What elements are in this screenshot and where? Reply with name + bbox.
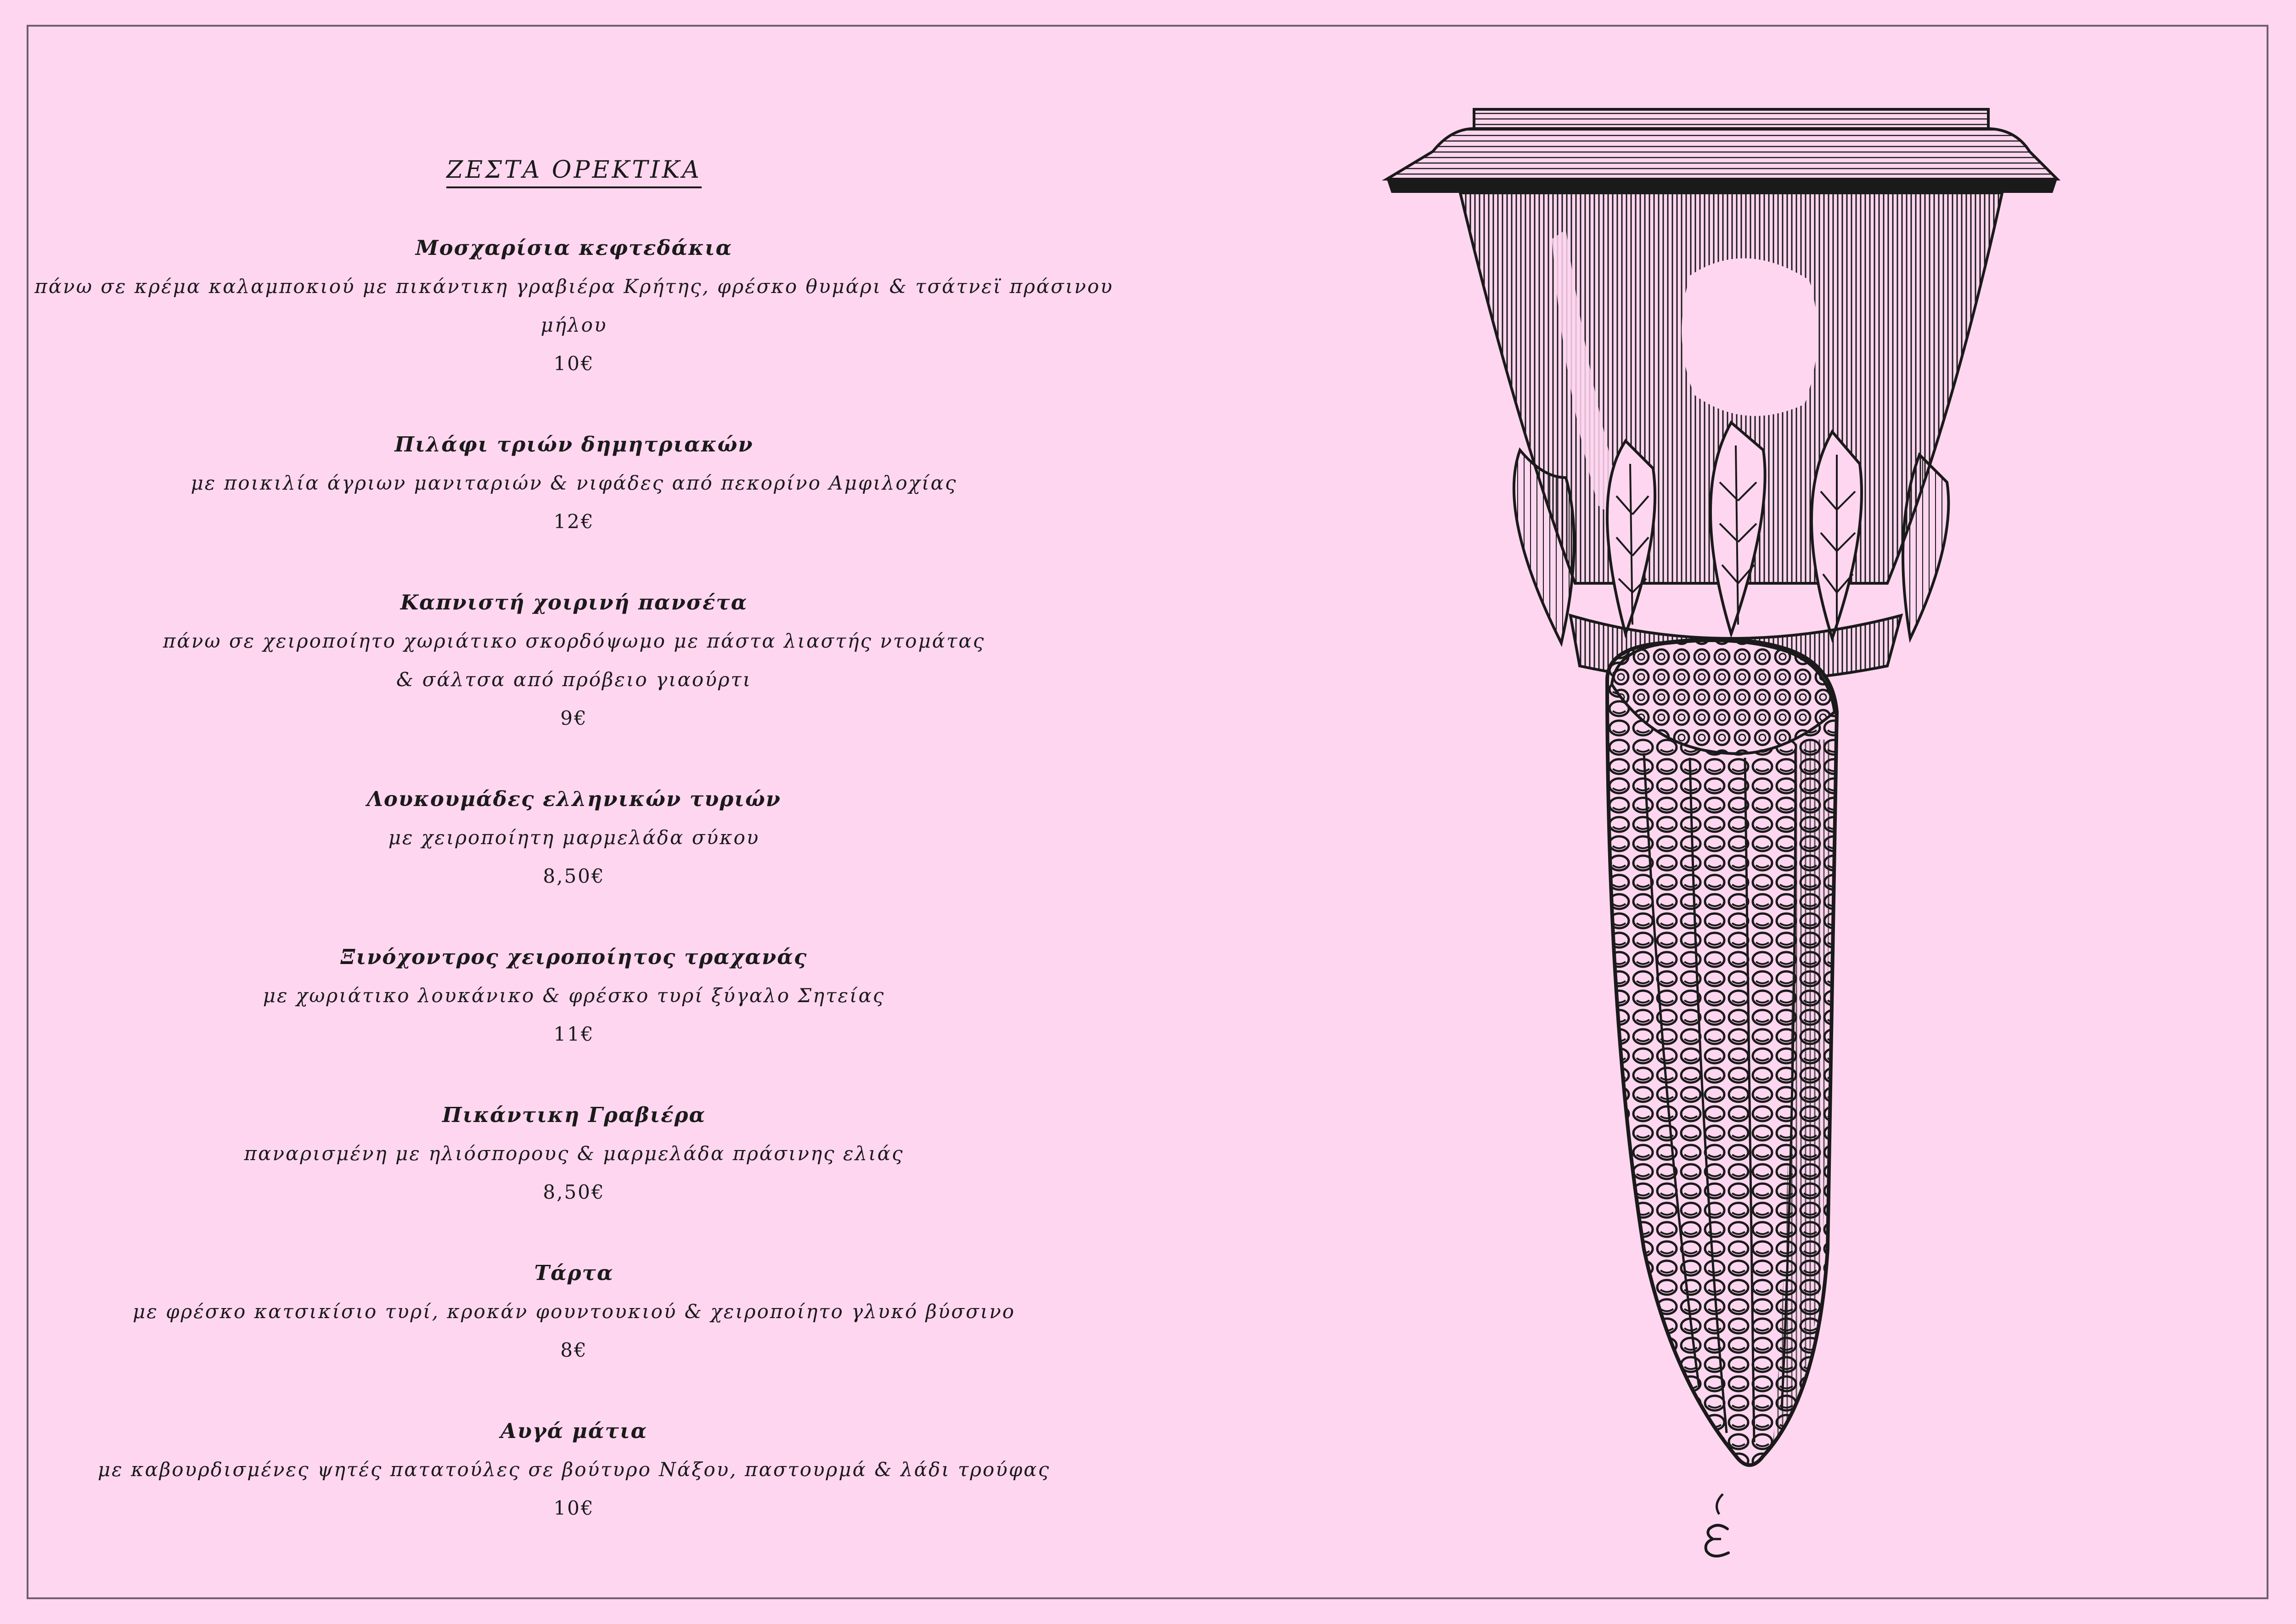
item-description: & σάλτσα από πρόβειο γιαούρτι (396, 668, 752, 691)
item-description: με φρέσκο κατσικίσιο τυρί, κροκάν φουντουκιού & χειροποίητο γλυκό βύσσινο (132, 1300, 1016, 1323)
item-name: Πικάντικη Γραβιέρα (442, 1103, 706, 1127)
menu-item (28, 1096, 1120, 1212)
item-price: 10€ (553, 1497, 595, 1519)
item-name: Καπνιστή χοιρινή πανσέτα (400, 590, 748, 615)
menu-item (28, 425, 1120, 541)
menu-items (28, 229, 1120, 1528)
item-price: 9€ (560, 707, 588, 729)
item-description: πάνω σε κρέμα καλαμποκιού με πικάντικη γραβιέρα Κρήτης, φρέσκο θυμάρι & τσάτνεϊ πράσινου μήλου (34, 275, 1114, 336)
menu-item (28, 229, 1120, 383)
item-description: παναρισμένη με ηλιόσπορους & μαρμελάδα πράσινης ελιάς (244, 1142, 904, 1165)
menu-item (28, 1412, 1120, 1528)
menu-column (28, 156, 1120, 1570)
item-price: 12€ (553, 510, 595, 533)
menu-item (28, 1254, 1120, 1370)
item-name: Πιλάφι τριών δημητριακών (394, 432, 754, 457)
corn-cob-vase-engraving-icon (1368, 101, 2085, 1506)
menu-item (28, 938, 1120, 1054)
item-description: πάνω σε χειροποίητο χωριάτικο σκορδόψωμο με πάστα λιαστής ντομάτας (163, 630, 985, 652)
item-name: Λουκουμάδες ελληνικών τυριών (366, 787, 782, 811)
menu-item (28, 583, 1120, 738)
item-name: Αυγά μάτια (500, 1419, 648, 1443)
epsilon-logo-icon (1699, 1490, 1736, 1564)
section-title: ΖΕΣΤΑ ΟΡΕΚΤΙΚΑ (446, 156, 702, 188)
item-name: Τάρτα (534, 1261, 614, 1285)
item-name: Μοσχαρίσια κεφτεδάκια (415, 236, 733, 260)
section-title-wrap (28, 156, 1120, 229)
item-price: 8,50€ (543, 1181, 605, 1203)
item-price: 8,50€ (543, 865, 605, 887)
item-name: Ξινόχοντρος χειροποίητος τραχανάς (340, 945, 808, 969)
item-description: με χωριάτικο λουκάνικο & φρέσκο τυρί ξύγαλο Σητείας (263, 984, 885, 1007)
item-price: 10€ (553, 352, 595, 375)
item-description: με καβουρδισμένες ψητές πατατούλες σε βούτυρο Νάξου, παστουρμά & λάδι τρούφας (97, 1458, 1051, 1481)
item-price: 8€ (560, 1339, 588, 1361)
item-description: με ποικιλία άγριων μανιταριών & νιφάδες από πεκορίνο Αμφιλοχίας (191, 472, 957, 494)
menu-item (28, 780, 1120, 896)
item-description: με χειροποίητη μαρμελάδα σύκου (388, 826, 760, 849)
item-price: 11€ (553, 1023, 595, 1045)
